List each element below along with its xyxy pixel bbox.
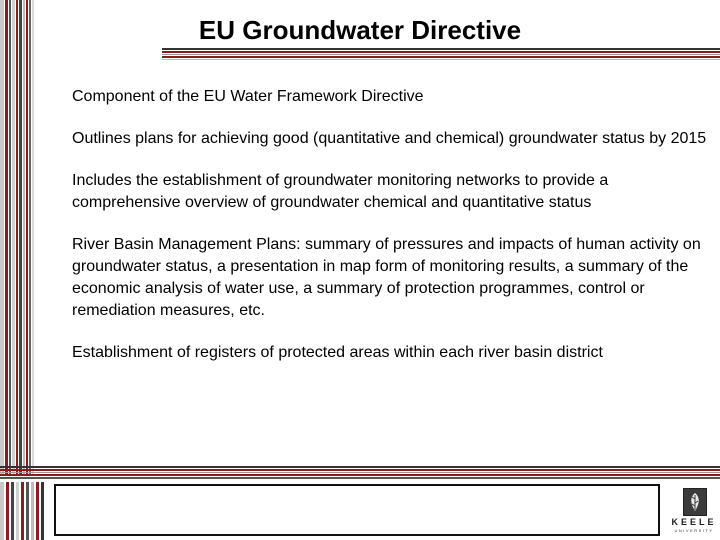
bullet-item: River Basin Management Plans: summary of pressures and impacts of human activity on groundwater status, a presentation in map form of monitoring results, a summary of the economic analysis of water use, a summary of protection programmes, control or remediation measures, etc. <box>72 236 701 319</box>
logo-subtitle: UNIVERSITY <box>674 528 714 533</box>
left-decorative-stripes <box>0 0 36 475</box>
bullet-item: Includes the establishment of groundwater monitoring networks to provide a comprehensive overview of groundwater chemical and quantitative status <box>72 172 609 211</box>
logo-name: KEELE <box>671 517 717 527</box>
bullet-item: Establishment of registers of protected areas within each river basin district <box>72 344 603 361</box>
bottom-left-stripes <box>0 482 48 540</box>
slide-body <box>72 86 712 384</box>
footer-box <box>54 484 660 536</box>
university-logo <box>668 482 720 540</box>
title-underline-rules <box>162 48 720 64</box>
bullet-item: Component of the EU Water Framework Directive <box>72 88 424 105</box>
bottom-decorative-rules <box>0 466 720 482</box>
slide-title: EU Groundwater Directive <box>198 15 522 45</box>
logo-emblem-icon <box>683 488 707 516</box>
bullet-item: Outlines plans for achieving good (quantitative and chemical) groundwater status by 2015 <box>72 130 707 147</box>
